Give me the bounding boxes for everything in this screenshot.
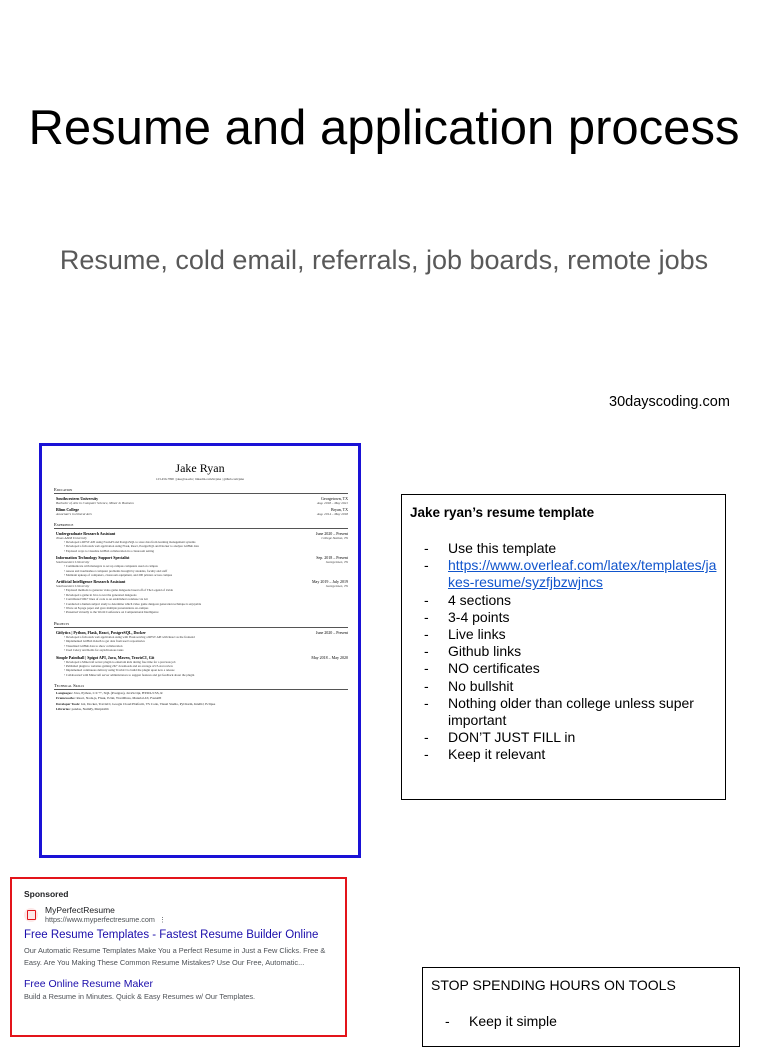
template-note-item (410, 678, 717, 695)
resume-bullet-text: Explored ways to visualize GitHub collaboration in a classroom setting (65, 548, 155, 553)
template-note-text: Live links (448, 626, 506, 643)
ad-sitelink[interactable]: Free Online Resume Maker (24, 978, 153, 990)
template-notes-heading: Jake ryan’s resume template (410, 505, 595, 520)
resume-entry-title: Simple Paintball | Spigot API, Java, Maven, TravisCI, Git (56, 654, 155, 660)
resume-entry-location: Georgetown, TX (325, 560, 348, 565)
resume-entry-title: Southwestern University (56, 496, 99, 501)
bullet-dash: - (424, 608, 429, 625)
resume-entry-location: Aug. 2014 – May 2018 (317, 512, 348, 516)
ad-headline-link[interactable]: Free Resume Templates - Fastest Resume Builder Online (24, 929, 319, 941)
resume-name: Jake Ryan (175, 461, 225, 475)
resume-skill-value: Java, Python, C/C++, SQL (Postgres), JavaScript, HTML/CSS, R (73, 691, 163, 696)
resume-skill-label: Developer Tools: (56, 701, 81, 706)
resume-entry-date: June 2020 – Present (315, 629, 348, 635)
template-note-item (410, 592, 717, 609)
template-note-text: Keep it relevant (448, 746, 546, 763)
resume-bullet: • Developed a full-stack web application using with Flask serving a REST API with React as the frontend (64, 634, 195, 639)
resume-skill-label: Libraries: (56, 706, 71, 711)
ad-sitelink-description: Build a Resume in Minutes. Quick & Easy Resumes w/ Our Templates. (24, 992, 256, 1001)
resume-bullet-text: Developed a Minecraft server plugin to entertain kids during free time for a previous job (65, 659, 176, 664)
resume-entry-date: Sep. 2018 – Present (316, 555, 348, 561)
resume-bullet: • Communicate with managers to set up campus computers used on campus (64, 564, 158, 569)
resume-skill-value: pandas, NumPy, Matplotlib (71, 706, 109, 711)
resume-entry-sub: Texas A&M University (56, 536, 87, 540)
resume-entry-title: Gitlytics | Python, Flask, React, PostgreSQL, Docker (56, 629, 146, 635)
resume-bullet-text: Presented virtually to the World Conference on Computational Intelligence (65, 610, 159, 615)
resume-section-heading: Experience (54, 522, 348, 529)
resume-bullet: • Developed a REST API using FastAPI and PostgreSQL to store data from learning management systems (64, 540, 196, 544)
resume-entry (56, 507, 348, 516)
resume-skill-label: Frameworks: (56, 696, 76, 701)
template-note-item (410, 695, 717, 729)
resume-thumbnail (39, 443, 361, 858)
ad-source-url: https://www.myperfectresume.com ⋮ (45, 915, 167, 924)
resume-entry-location: College Station, TX (321, 536, 348, 540)
resume-bullet: • Wrote an 8-page paper and gave multiple presentations on-campus (64, 606, 149, 611)
bullet-dash: - (424, 591, 429, 608)
slide-subtitle: Resume, cold email, referrals, job boards, remote jobs (59, 245, 709, 275)
resume-entry (56, 531, 348, 553)
resume-bullet: • Assess and troubleshoot computer problems brought by students, faculty and staff (64, 568, 168, 573)
stop-tools-box (422, 967, 740, 1047)
bullet-dash: - (445, 1013, 450, 1029)
bullet-dash: - (424, 643, 429, 660)
template-note-item (410, 626, 717, 643)
resume-bullet-text: Explored methods to generate video game dungeons based off of The Legend of Zelda (65, 588, 173, 593)
bullet-dash: - (424, 660, 429, 677)
resume-contact: 123-456-7890 | jake@su.edu | linkedin.com/in/jake | github.com/jake (155, 477, 245, 481)
template-note-text: 3-4 points (448, 608, 510, 625)
template-note-text: DON’T JUST FILL in (448, 729, 576, 746)
sponsored-label: Sponsored (24, 889, 69, 899)
resume-bullet: • Contributed 50K+ lines of code to an established codebase via Git (64, 597, 148, 602)
resume-bullet: • Visualized GitHub data to show collaboration (64, 643, 123, 648)
slide-title: Resume and application process (28, 101, 740, 155)
resume-bullet-text: Implemented continuous delivery using TravisCI to build the plugin upon new a release (65, 668, 175, 673)
bullet-dash: - (424, 540, 429, 556)
ad-description: Our Automatic Resume Templates Make You a Perfect Resume in Just a Few Clicks. Free & Easy. Are You Making These Common Resume Mistakes? Use Our Free, Automatic... (24, 946, 326, 967)
template-notes-list (410, 540, 717, 764)
resume-bullet-text: Contributed 50K+ lines of code to an established codebase via Git (65, 597, 148, 602)
resume-entry-date: May 2018 – May 2020 (311, 654, 348, 660)
resume-bullet: • Developed a Minecraft server plugin to entertain kids during free time for a previous job (64, 659, 176, 664)
stop-tools-list (431, 1013, 731, 1029)
resume-bullet-text: Developed a full-stack web application using Flask, React, PostgreSQL and Docker to analyze GitHub data (65, 544, 199, 549)
resume-skill-value: React, Node.js, Flask, JUnit, WordPress, Material-UI, FastAPI (76, 696, 162, 701)
resume-entry (56, 655, 348, 678)
resume-entry-title: Blinn College (56, 507, 80, 512)
resume-entry-sub: Associate's in Liberal Arts (56, 512, 92, 516)
resume-bullet-text: Developed a game in Java to test the generated dungeons (65, 592, 137, 597)
template-note-text: 4 sections (448, 591, 512, 608)
resume-section-heading: Projects (54, 621, 348, 628)
template-note-text: No bullshit (448, 677, 514, 694)
resume-bullet: • Explored ways to visualize GitHub collaboration in a classroom setting (64, 548, 155, 553)
template-note-item (410, 643, 717, 660)
resume-bullet: • Collaborated with Minecraft server administrators to suggest features and get feedback about the plugin (64, 672, 195, 677)
bullet-dash: - (424, 729, 429, 746)
resume-bullet: • Developed a full-stack web application using Flask, React, PostgreSQL and Docker to analyze GitHub data (64, 544, 199, 549)
resume-entry-date: Georgetown, TX (321, 496, 348, 501)
sponsored-ad (10, 877, 347, 1037)
resume-skill-value: Git, Docker, TravisCI, Google Cloud Platform, VS Code, Visual Studio, PyCharm, IntelliJ, Eclipse (81, 701, 216, 706)
resume-bullet-text: Wrote an 8-page paper and gave multiple presentations on-campus (65, 606, 149, 611)
resume-sections (42, 487, 358, 677)
template-note-item (410, 660, 717, 677)
bullet-dash: - (424, 557, 429, 574)
resume-bullet-text: Conducted a human subject study to determine which video game dungeon generation technique is enjoyable (65, 601, 202, 606)
stop-tools-item (431, 1013, 731, 1029)
resume-bullet-text: Implemented GitHub OAuth to get data from user's repositories (65, 639, 145, 644)
bullet-dash: - (424, 626, 429, 643)
resume-bullet: • Published plugin to websites gaining 2K+ downloads and an average 4.5/5-star review (64, 663, 173, 668)
resume-skill-line (56, 691, 348, 695)
template-note-text: Nothing older than college unless super important (448, 694, 694, 729)
resume-bullet: • Maintain upkeep of computers, classroom equipment, and 200 printers across campus (64, 573, 173, 578)
resume-entry-title: Information Technology Support Specialist (56, 555, 130, 561)
resume-skill-label: Languages: (56, 691, 73, 696)
resume-entry-subrow (56, 501, 348, 505)
resume-bullet-text: Developed a REST API using FastAPI and PostgreSQL to store data from learning management systems (65, 540, 196, 544)
resume-entry-location: Georgetown, TX (325, 584, 348, 589)
resume-entry (56, 496, 348, 505)
bullet-dash: - (424, 677, 429, 694)
resume-entry (56, 630, 348, 653)
template-note-item (410, 540, 717, 557)
resume-entry-location: Aug. 2018 – May 2021 (317, 501, 348, 505)
resume-bullet: • Implemented continuous delivery using TravisCI to build the plugin upon new a release (64, 668, 175, 673)
resume-section-heading: Technical Skills (54, 683, 348, 690)
resume-entry-date: Bryan, TX (330, 507, 348, 512)
resume-skill-line (56, 696, 348, 700)
resume-bullet: • Used Celery and Redis for asynchronous tasks (64, 648, 124, 653)
resume-skills (42, 691, 358, 711)
resume-bullet: • Conducted a human subject study to determine which video game dungeon generation technique is enjoyable (64, 601, 202, 606)
template-note-text: NO certificates (448, 660, 540, 677)
ad-source-name: MyPerfectResume (45, 905, 115, 915)
resume-bullet-text: Published plugin to websites gaining 2K+ downloads and an average 4.5/5-star review (65, 663, 173, 668)
resume-entry-title: Undergraduate Research Assistant (56, 531, 116, 536)
template-note-item (410, 729, 717, 746)
document-icon (24, 908, 38, 922)
resume-bullet: • Implemented GitHub OAuth to get data from user's repositories (64, 639, 145, 644)
resume-bullet-text: Maintain upkeep of computers, classroom equipment, and 200 printers across campus (65, 573, 173, 578)
resume-bullet-text: Collaborated with Minecraft server administrators to suggest features and get feedback about the plugin (65, 672, 195, 677)
resume-entry-subrow (56, 512, 348, 516)
template-notes-box (401, 494, 726, 800)
resume-bullet: • Presented virtually to the World Conference on Computational Intelligence (64, 610, 159, 615)
template-note-text: Use this template (448, 540, 557, 556)
resume-section-heading: Education (54, 487, 348, 494)
stop-tools-heading: STOP SPENDING HOURS ON TOOLS (431, 977, 676, 993)
resume-bullet-text: Communicate with managers to set up campus computers used on campus (65, 564, 158, 569)
resume-entry-sub: Bachelor of Arts in Computer Science, Minor in Business (56, 501, 134, 505)
site-label: 30dayscoding.com (609, 394, 730, 410)
resume-bullet-text: Visualized GitHub data to show collaboration (65, 643, 123, 648)
resume-entry (56, 555, 348, 577)
overleaf-template-link[interactable]: https://www.overleaf.com/latex/templates/jakes-resume/syzfjbzwjncs (448, 557, 717, 591)
template-note-text: Github links (448, 643, 522, 660)
resume-entry-date: May 2019 – July 2019 (312, 579, 348, 585)
resume-bullet-text: Used Celery and Redis for asynchronous tasks (65, 648, 124, 653)
resume-skill-line (56, 707, 348, 711)
template-note-item (410, 746, 717, 763)
stop-tools-text: Keep it simple (469, 1013, 557, 1029)
template-note-item (410, 609, 717, 626)
resume-entry-title: Artificial Intelligence Research Assistant (56, 579, 126, 585)
resume-entry-sub: Southwestern University (56, 584, 90, 589)
resume-bullet: • Explored methods to generate video game dungeons based off of The Legend of Zelda (64, 588, 173, 593)
ad-source[interactable] (24, 905, 335, 924)
resume-entry-date: June 2020 – Present (315, 531, 348, 536)
resume-bullet-text: Assess and troubleshoot computer problems brought by students, faculty and staff (65, 568, 168, 573)
resume-bullet: • Developed a game in Java to test the generated dungeons (64, 592, 137, 597)
resume-bullet-text: Developed a full-stack web application using with Flask serving a REST API with React as the frontend (65, 634, 195, 639)
resume-skill-line (56, 702, 348, 706)
bullet-dash: - (424, 694, 429, 711)
resume-entry-sub: Southwestern University (56, 560, 90, 565)
resume-entry (56, 579, 348, 614)
template-note-item (410, 557, 717, 591)
bullet-dash: - (424, 746, 429, 763)
